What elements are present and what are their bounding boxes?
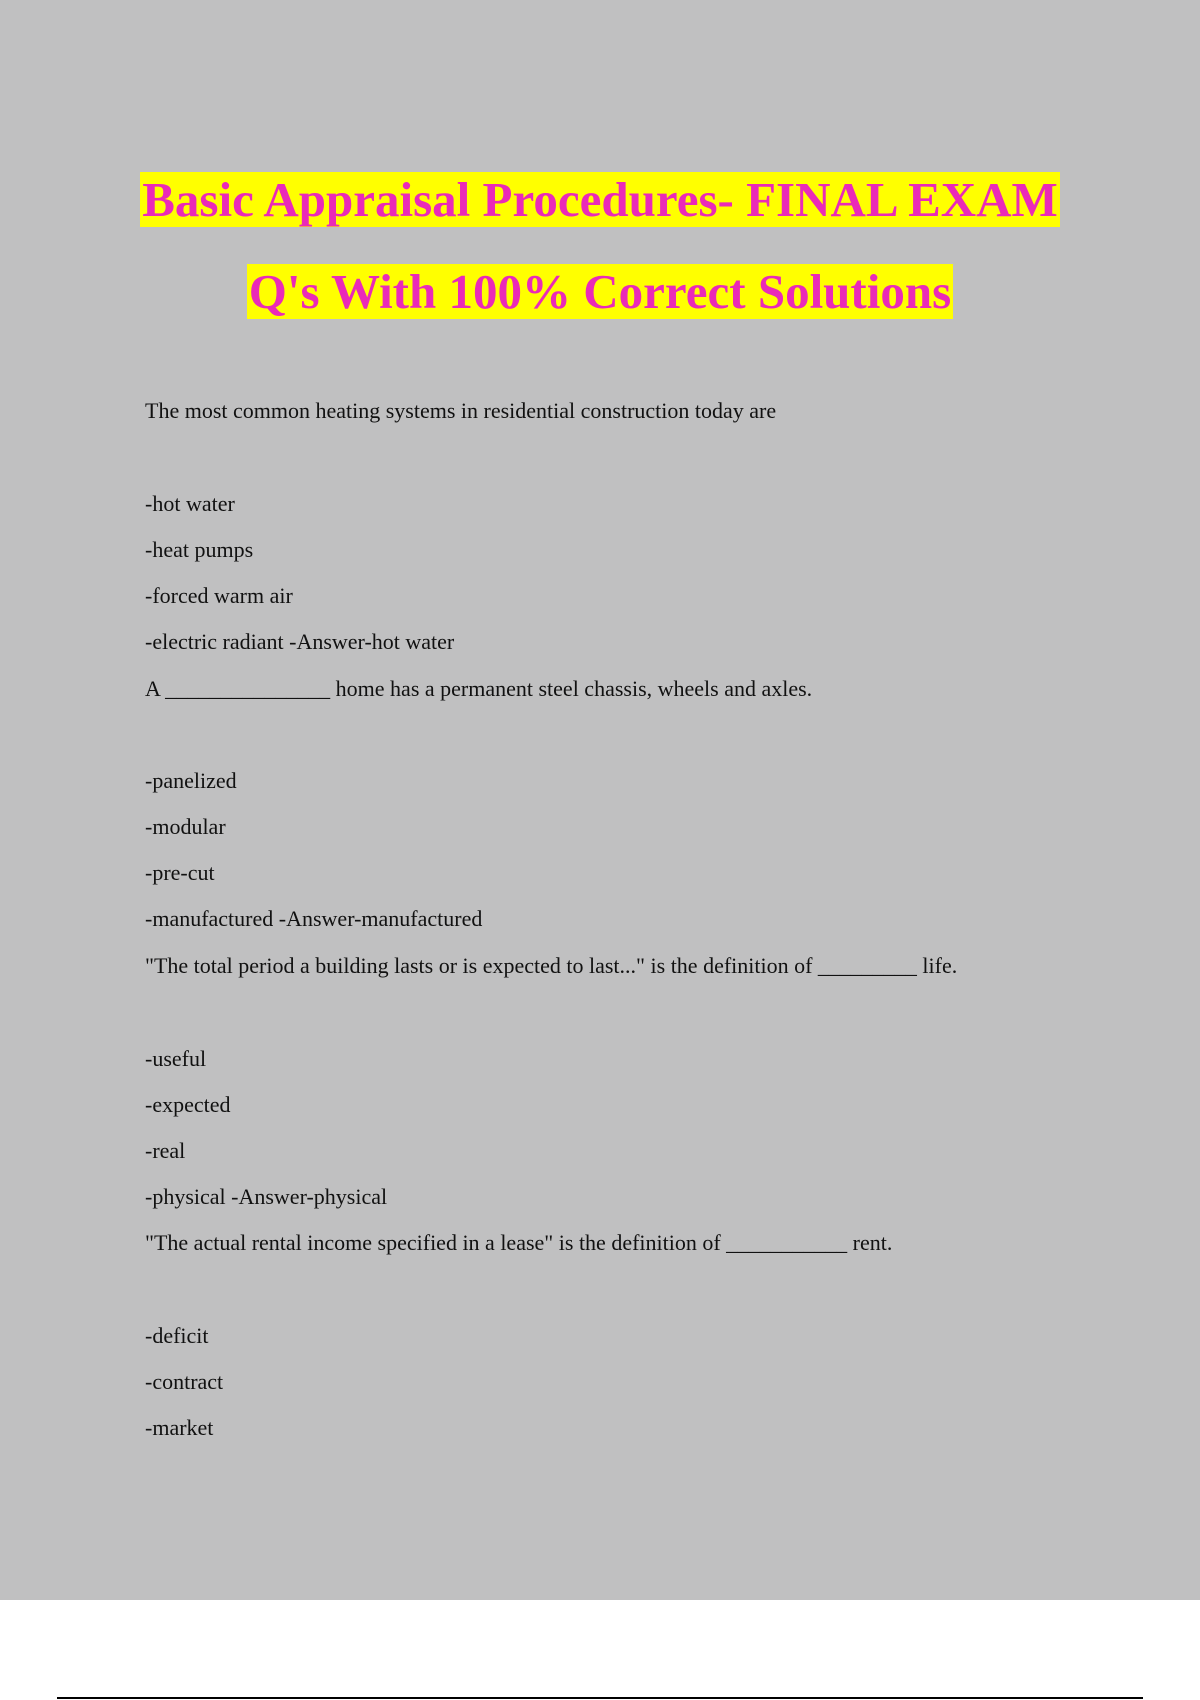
question-3: "The total period a building lasts or is expected to last..." is the definition of _________ life.	[145, 953, 958, 978]
title-text-2: Q's With 100% Correct Solutions	[248, 264, 952, 319]
question-1-option-2: -heat pumps	[145, 537, 254, 562]
question-2: A _______________ home has a permanent steel chassis, wheels and axles.	[145, 676, 813, 701]
question-1: The most common heating systems in residential construction today are	[145, 398, 777, 423]
question-2-option-3: -pre-cut	[145, 860, 215, 885]
question-2-option-2: -modular	[145, 814, 226, 839]
question-2-option-1: -panelized	[145, 768, 237, 793]
question-4-option-2: -contract	[145, 1369, 224, 1394]
title-line-2	[0, 262, 1200, 322]
question-1-option-1: -hot water	[145, 491, 235, 516]
question-4-option-1: -deficit	[145, 1323, 209, 1348]
footer-divider	[57, 1697, 1143, 1699]
question-3-option-1: -useful	[145, 1046, 207, 1071]
question-3-option-2: -expected	[145, 1092, 231, 1117]
question-4-option-3: -market	[145, 1415, 214, 1440]
title-line-1	[0, 170, 1200, 230]
title-text-1: Basic Appraisal Procedures- FINAL EXAM	[142, 172, 1058, 227]
question-4: "The actual rental income specified in a lease" is the definition of ___________ rent.	[145, 1230, 893, 1255]
question-3-option-3: -real	[145, 1138, 186, 1163]
question-3-option-4-answer: -physical -Answer-physical	[145, 1184, 388, 1209]
question-1-option-3: -forced warm air	[145, 583, 293, 608]
question-2-option-4-answer: -manufactured -Answer-manufactured	[145, 906, 483, 931]
question-1-option-4-answer: -electric radiant -Answer-hot water	[145, 629, 455, 654]
